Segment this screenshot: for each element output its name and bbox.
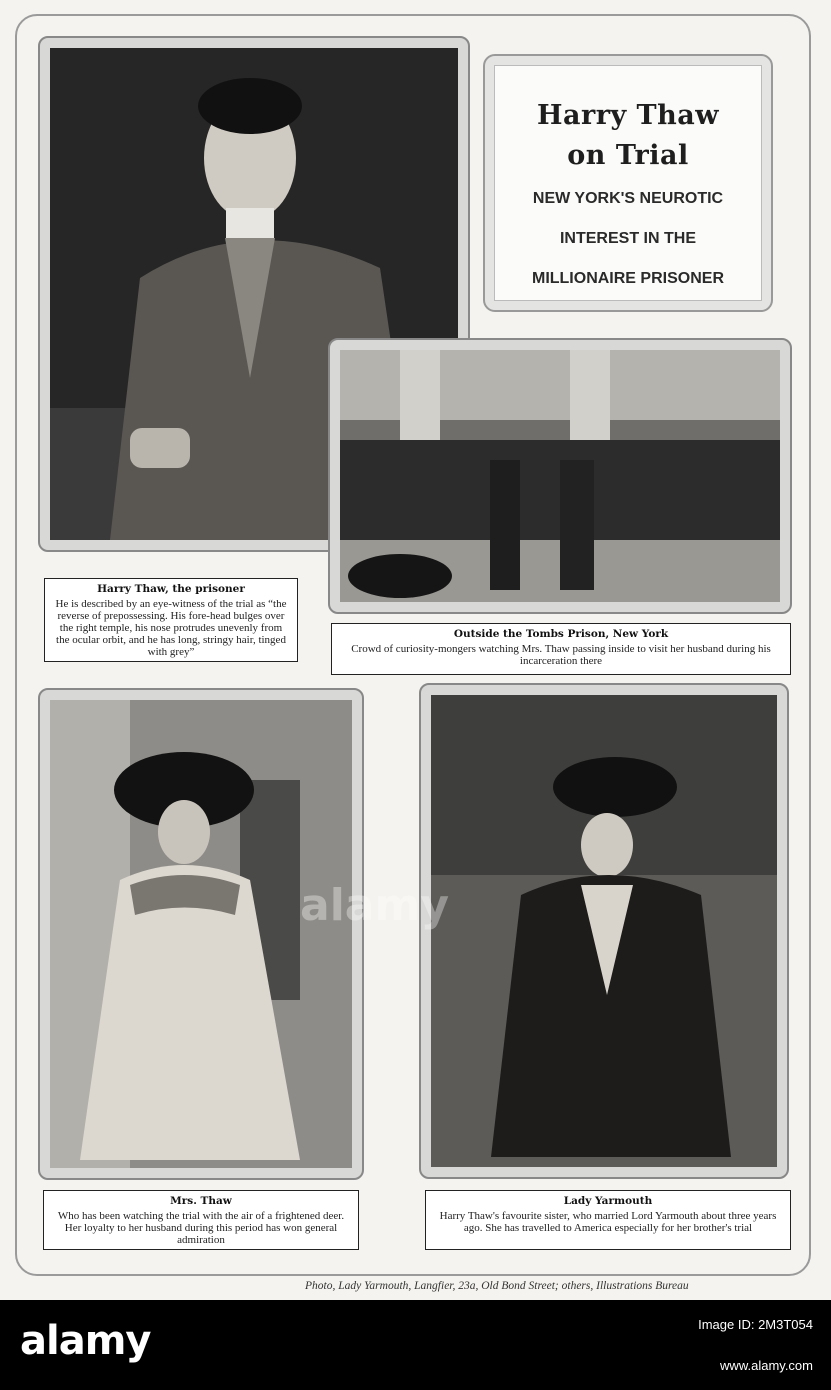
headline-line1: Harry Thaw (536, 100, 719, 131)
image-id-label: Image ID: 2M3T054 (698, 1317, 813, 1332)
stock-logo: alamy (20, 1318, 151, 1364)
caption-mrs-thaw (43, 1190, 359, 1250)
caption-prisoner-body: He is described by an eye-witness of the trial as “the reverse of prepossessing. His fore-head bulges over the right temple, his nose protrudes unevenly from the ocular orbit, and he has long, stringy hair, tinged with grey” (55, 598, 287, 658)
photo-mrs-thaw (50, 700, 352, 1168)
caption-prisoner (44, 578, 298, 662)
subheadline-line2: INTEREST IN THE (559, 230, 696, 247)
photo-frame-lady-yarmouth (419, 683, 789, 1179)
caption-lady-yarmouth (425, 1190, 791, 1250)
photo-lady-yarmouth (431, 695, 777, 1167)
stock-url[interactable]: www.alamy.com (720, 1358, 813, 1373)
caption-tombs-prison-body: Crowd of curiosity-mongers watching Mrs. Thaw passing inside to visit her husband during his incarceration there (351, 643, 771, 667)
caption-prisoner-title: Harry Thaw, the prisoner (97, 583, 245, 595)
caption-lady-yarmouth-title: Lady Yarmouth (563, 1195, 653, 1207)
photo-frame-tombs-prison (328, 338, 792, 614)
watermark: alamy (300, 880, 449, 931)
photo-frame-mrs-thaw (38, 688, 364, 1180)
subheadline-line3: MILLIONAIRE PRISONER (531, 270, 724, 287)
subheadline-line1: NEW YORK'S NEUROTIC (532, 190, 724, 207)
title-inner (494, 65, 762, 301)
caption-mrs-thaw-body: Who has been watching the trial with the air of a frightened deer. Her loyalty to her husband during this period has won general admiration (57, 1210, 345, 1246)
caption-tombs-prison-title: Outside the Tombs Prison, New York (453, 628, 669, 640)
stock-footer-bar (0, 1300, 831, 1390)
title-box (483, 54, 773, 312)
stock-image-id (698, 1314, 813, 1336)
headline-line2: on Trial (567, 140, 689, 171)
photo-credit: Photo, Lady Yarmouth, Langfier, 23a, Old Bond Street; others, Illustrations Bureau (305, 1280, 689, 1292)
caption-tombs-prison (331, 623, 791, 675)
caption-lady-yarmouth-body: Harry Thaw's favourite sister, who married Lord Yarmouth about three years ago. She has travelled to America especially for her brother's trial (439, 1210, 777, 1234)
photo-tombs-prison-crowd (340, 350, 780, 602)
caption-mrs-thaw-title: Mrs. Thaw (170, 1195, 232, 1207)
